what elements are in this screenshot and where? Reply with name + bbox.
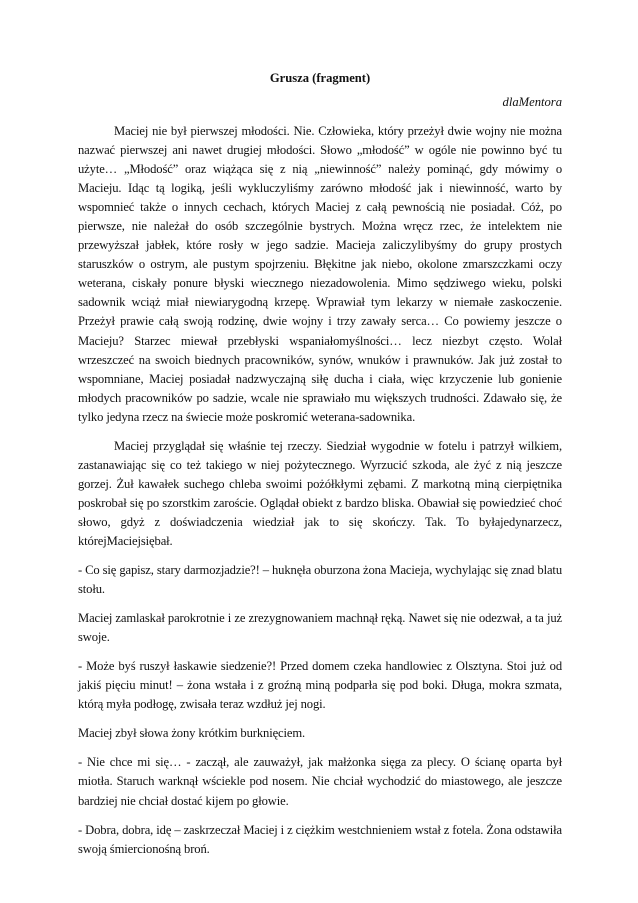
paragraph-2: Maciej przyglądał się właśnie tej rzeczy. Siedział wygodnie w fotelu i patrzył wilkiem, zastanawiając się co też takiego w niej pożytecznego. Wyrzucić szkoda, ale żyć z nią jeszcze gorzej. Żuł kawałek suchego chleba swoimi pożółkłymi zębami. Z markotną miną cierpiętnika poskrobał się po szorstkim zaroście. Oglądał obiekt z bardzo bliska. Obawiał się powiedzieć choć słowo, gdyż z doświadczenia wiedział jak to się skończy. Tak. To byłajedynarzecz, którejMaciejsiębał. — [78, 438, 562, 548]
paragraph-6: Maciej zbył słowa żony krótkim burknięciem. — [78, 726, 306, 741]
paragraph-7: - Nie chce mi się… - zaczął, ale zauważył, jak małżonka sięga za plecy. O ścianę oparta był miotła. Staruch warknął wściekle pod nosem. Nie chciał wychodzić do miastowego, ale jeszcze bardziej nie chciał dostać kijem po głowie. — [78, 755, 562, 808]
paragraph-8: - Dobra, dobra, idę – zaskrzeczał Maciej i z ciężkim westchnieniem wstał z fotela. Żona odstawiła swoją śmiercionośną broń. — [78, 822, 562, 856]
paragraph-1: Maciej nie był pierwszej młodości. Nie. Człowieka, który przeżył dwie wojny nie można nazwać pierwszej ani nawet drugiej młodości. Słowo „młodość” w ogóle nie powinno być tu użyte… „Młodość” oraz wiążąca się z nią „niewinność” należy pominąć, gdy mówimy o Macieju. Idąc tą logiką, jeśli wykluczyliśmy zarówno młodość jak i niewinność, warto by wspomnieć także o innych cechach, których Maciej z całą pewnością nie posiadał. Cóż, po pierwsze, nie należał do osób szczególnie bystrych. Można wręcz rzec, że intelektem nie przewyższał jabłek, które rosły w jego sadzie. Macieja zaliczylibyśmy do grupy prostych staruszków o ostrym, ale pustym spojrzeniu. Błękitne jak niebo, okolone zmarszczkami oczy weterana, ciskały ponure błyski wiecznego niezadowolenia. Mimo sędziwego wieku, polski sadownik wciąż miał niewiarygodną krzepę. Wprawiał tym lekarzy w niemałe zaskoczenie. Przeżył prawie całą swoją rodzinę, dwie wojny i trzy zawały serca… Co powiemy jeszcze o Macieju? Starzec miewał przebłyski wspaniałomyślności… lecz niezbyt często. Wolał wrzeszczeć na swoich biednych pracowników, synów, wnuków i prawnuków. Jak już został to wspomniane, Maciej posiadał nadzwyczajną siłę ducha i ciała, więc krzyczenie lub gonienie młodych pracowników po sadzie, wcale nie sprawiało mu większych trudności. Zdawało się, że tylko jedyna rzecz na świecie może poskromić weterana-sadownika. — [78, 124, 562, 424]
paragraph-4: Maciej zamlaskał parokrotnie i ze zrezygnowaniem machnął ręką. Nawet się nie odezwał, a ta już swoje. — [78, 611, 562, 645]
author-name: dlaMentora — [502, 95, 562, 109]
document-title: Grusza (fragment) — [269, 71, 371, 85]
document-page — [78, 70, 562, 869]
paragraph-5: - Może byś ruszył łaskawie siedzenie?! Przed domem czeka handlowiec z Olsztyna. Stoi już od jakiś pięciu minut! – żona wstała i z groźną miną podparła się pod boki. Długa, mokra szmata, którą myła podłogę, zwisała teraz wzdłuż jej nogi. — [78, 659, 562, 712]
paragraph-3: - Co się gapisz, stary darmozjadzie?! – huknęła oburzona żona Macieja, wychylając się znad blatu stołu. — [78, 563, 562, 597]
